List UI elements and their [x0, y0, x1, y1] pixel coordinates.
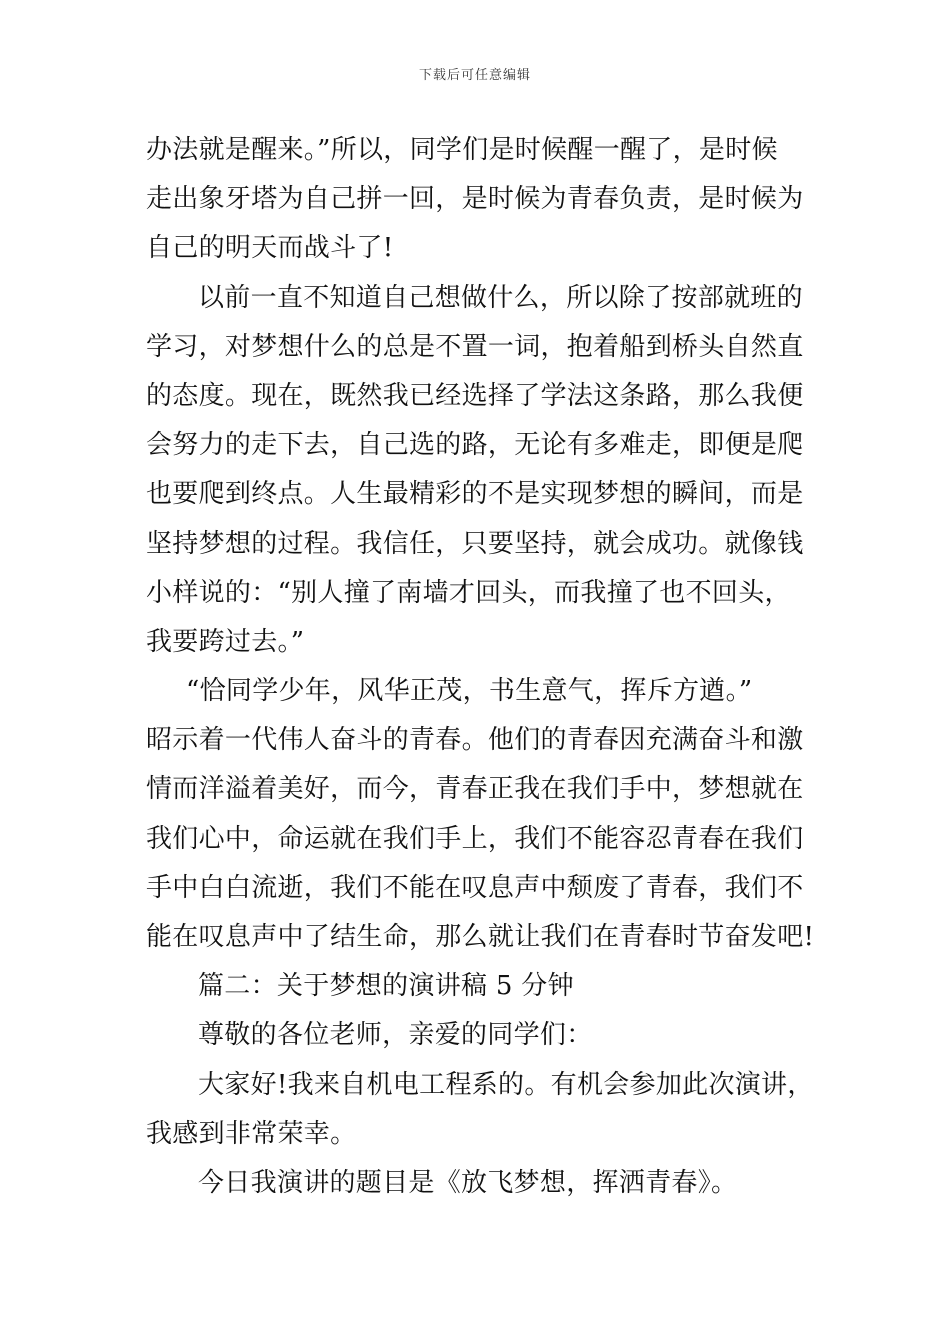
text-line: “恰同学少年，风华正茂，书生意气，挥斥方遒。” — [186, 676, 753, 707]
text-line: 我们心中，命运就在我们手上，我们不能容忍青春在我们 — [146, 823, 804, 854]
text-line: 我要跨过去。” — [146, 626, 305, 657]
section-heading: 篇二：关于梦想的演讲稿 5 分钟 — [198, 971, 574, 1002]
text-line: 我感到非常荣幸。 — [146, 1118, 357, 1149]
text-line: 手中白白流逝，我们不能在叹息声中颓废了青春，我们不 — [146, 872, 804, 903]
header-note: 下载后可任意编辑 — [418, 68, 531, 83]
text-line: 能在叹息声中了结生命，那么就让我们在青春时节奋发吧! — [146, 922, 815, 952]
text-line: 走出象牙塔为自己拼一回，是时候为青春负责，是时候为 — [146, 184, 804, 215]
text-line: 会努力的走下去，自己选的路，无论有多难走，即便是爬 — [146, 430, 804, 461]
body-text — [146, 126, 815, 1208]
text-line: 情而洋溢着美好，而今，青春正我在我们手中，梦想就在 — [146, 774, 804, 805]
text-line: 办法就是醒来。”所以，同学们是时候醒一醒了，是时候 — [146, 135, 778, 165]
text-line: 也要爬到终点。人生最精彩的不是实现梦想的瞬间，而是 — [146, 479, 804, 510]
text-line: 大家好!我来自机电工程系的。有机会参加此次演讲， — [198, 1069, 814, 1100]
text-line: 学习，对梦想什么的总是不置一词，抱着船到桥头自然直 — [146, 331, 804, 362]
text-line: 今日我演讲的题目是《放飞梦想，挥洒青春》。 — [198, 1167, 738, 1198]
text-line: 自己的明天而战斗了! — [146, 233, 394, 264]
text-line: 昭示着一代伟人奋斗的青春。他们的青春因充满奋斗和激 — [146, 725, 804, 756]
text-line: 小样说的：“别人撞了南墙才回头，而我撞了也不回头， — [146, 577, 791, 608]
text-line: 以前一直不知道自己想做什么，所以除了按部就班的 — [198, 282, 803, 313]
text-line: 坚持梦想的过程。我信任，只要坚持，就会成功。就像钱 — [146, 528, 804, 559]
salutation: 尊敬的各位老师，亲爱的同学们： — [198, 1020, 593, 1051]
text-line: 的态度。现在，既然我已经选择了学法这条路，那么我便 — [146, 380, 804, 411]
